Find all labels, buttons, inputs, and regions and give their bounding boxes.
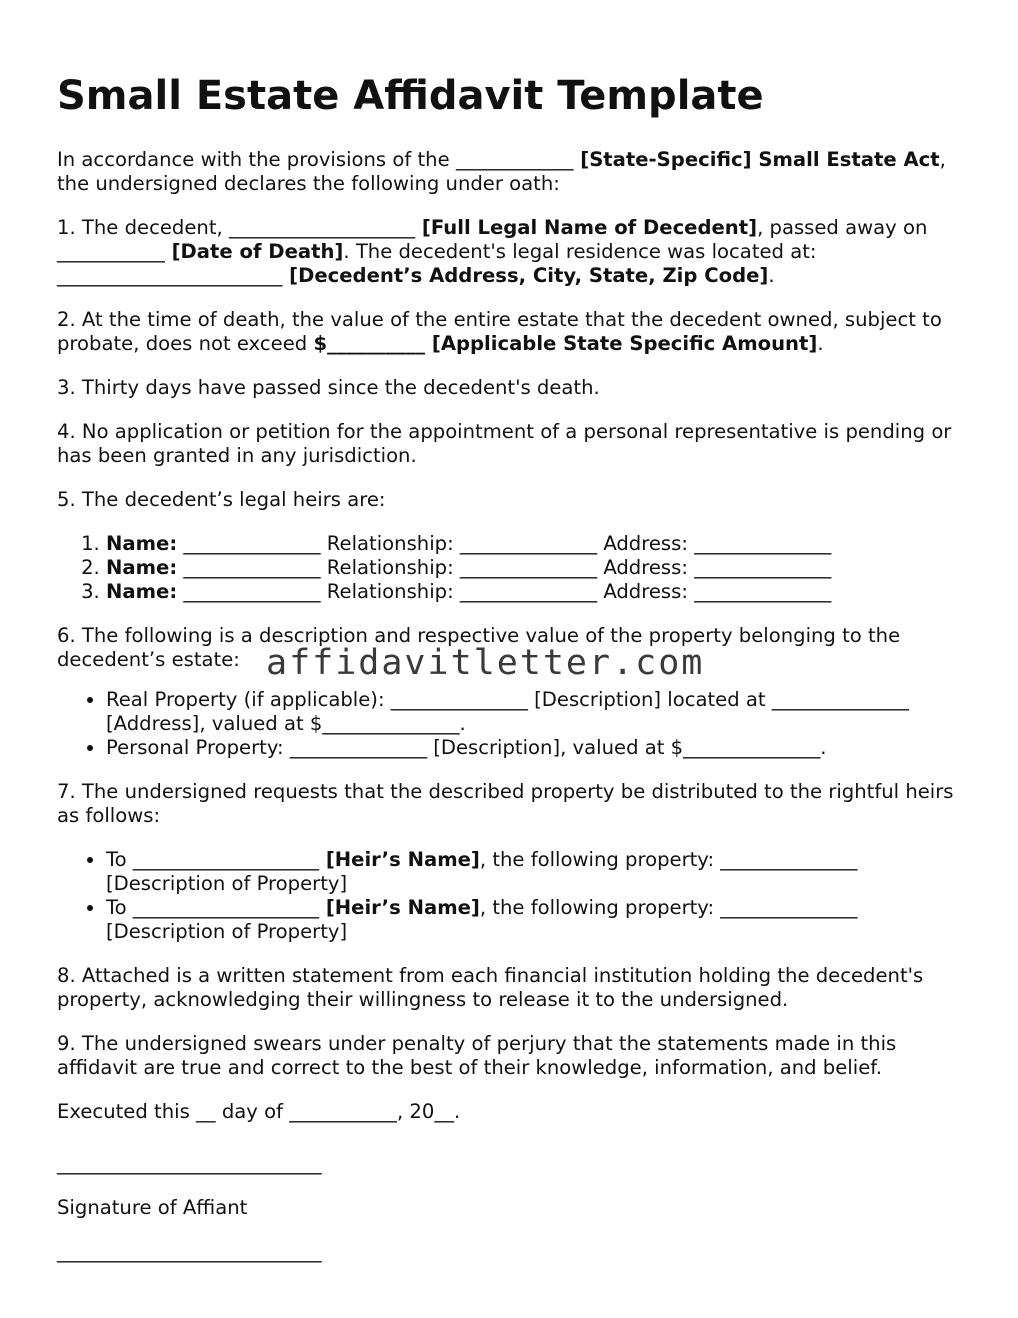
property-list: [57, 688, 962, 760]
heir-row: [106, 532, 962, 556]
item-8: 8. Attached is a written statement from each financial institution holding the decedent's property, acknowledging their willingness to release it to the undersigned.: [57, 964, 924, 1011]
intro-text-end: , the undersigned declares the following under oath:: [57, 148, 946, 195]
heir-relationship-blank: ______________: [459, 532, 598, 555]
heir-name-blank: ______________: [183, 556, 321, 579]
to-label: To: [106, 896, 133, 919]
heir-blank: ___________________: [132, 848, 319, 871]
amount-label: $__________ [Applicable State Specific Amount]: [313, 332, 818, 355]
heir-relationship-blank: ______________: [459, 556, 598, 579]
to-label: To: [106, 848, 133, 871]
intro-text: In accordance with the provisions of the: [57, 148, 456, 171]
heir-address-label: Address:: [603, 580, 688, 603]
distribution-rest: , the following property: ______________ [Description of Property]: [106, 848, 858, 895]
heir-name-label: Name:: [106, 532, 178, 555]
signature-line: ___________________________: [57, 1152, 322, 1175]
item-2-end: .: [817, 332, 824, 355]
item-2-text: 2. At the time of death, the value of the entire estate that the decedent owned, subject to probate, does not exceed: [57, 308, 942, 355]
item-7: 7. The undersigned requests that the described property be distributed to the rightful heirs as follows:: [57, 780, 954, 827]
date-of-death-label: [Date of Death]: [164, 240, 344, 263]
heir-blank: ___________________: [132, 896, 319, 919]
heir-address-label: Address:: [603, 532, 688, 555]
decedent-name-blank: ___________________: [228, 216, 416, 239]
item-4: 4. No application or petition for the appointment of a personal representative is pending or has been granted in any jurisdiction.: [57, 420, 952, 467]
heir-address-label: Address:: [603, 556, 688, 579]
personal-property-item: • Personal Property: ______________ [Description], valued at $______________.: [106, 736, 962, 760]
heir-row: [106, 580, 962, 604]
heir-row: [106, 556, 962, 580]
item-2: [57, 308, 962, 356]
intro-paragraph: [57, 148, 962, 196]
address-blank: _______________________: [57, 264, 283, 287]
item-1-text-3: . The decedent's legal residence was located at:: [343, 240, 817, 263]
item-1-text-2: , passed away on: [757, 216, 928, 239]
distribution-item: [106, 896, 962, 944]
decedent-name-label: [Full Legal Name of Decedent]: [415, 216, 758, 239]
heir-address-blank: ______________: [694, 556, 832, 579]
item-9: 9. The undersigned swears under penalty of perjury that the statements made in this affidavit are true and correct to the best of their knowledge, information, and belief.: [57, 1032, 897, 1079]
item-5: 5. The decedent’s legal heirs are:: [57, 488, 386, 511]
executed-line: Executed this __ day of ___________, 20__.: [57, 1100, 461, 1123]
heirs-list: [57, 532, 962, 604]
signature-label: Signature of Affiant: [57, 1196, 248, 1219]
heir-name-label: Name:: [106, 580, 178, 603]
state-blank: ____________: [455, 148, 574, 171]
heir-relationship-label: Relationship:: [326, 532, 454, 555]
heir-name-blank: ______________: [183, 532, 321, 555]
watermark: affidavitletter.com: [266, 643, 705, 683]
heir-address-blank: ______________: [694, 580, 832, 603]
item-6: 6. The following is a description and respective value of the property belonging to the decedent’s estate:: [57, 624, 901, 671]
heir-relationship-blank: ______________: [459, 580, 598, 603]
item-1-text: 1. The decedent,: [57, 216, 229, 239]
heir-address-blank: ______________: [694, 532, 832, 555]
date-of-death-blank: ___________: [57, 240, 165, 263]
address-label: [Decedent’s Address, City, State, Zip Code]: [282, 264, 769, 287]
signature-line-2: ___________________________: [57, 1240, 322, 1263]
real-property-item: • Real Property (if applicable): ______________ [Description] located at ______________ [Address], valued at $______________.: [106, 688, 962, 736]
distribution-rest: , the following property: ______________ [Description of Property]: [106, 896, 858, 943]
page-title: Small Estate Affidavit Template: [57, 73, 764, 119]
heir-name-label: Name:: [106, 556, 178, 579]
heir-relationship-label: Relationship:: [326, 580, 454, 603]
distribution-list: [57, 848, 962, 944]
heir-name-blank: ______________: [183, 580, 321, 603]
item-3: 3. Thirty days have passed since the decedent's death.: [57, 376, 600, 399]
state-act-label: [State-Specific] Small Estate Act: [573, 148, 940, 171]
heir-name-placeholder: [Heir’s Name]: [319, 848, 480, 871]
heir-name-placeholder: [Heir’s Name]: [319, 896, 480, 919]
distribution-item: [106, 848, 962, 896]
heir-relationship-label: Relationship:: [326, 556, 454, 579]
item-1-end: .: [768, 264, 775, 287]
item-1: [57, 216, 962, 288]
